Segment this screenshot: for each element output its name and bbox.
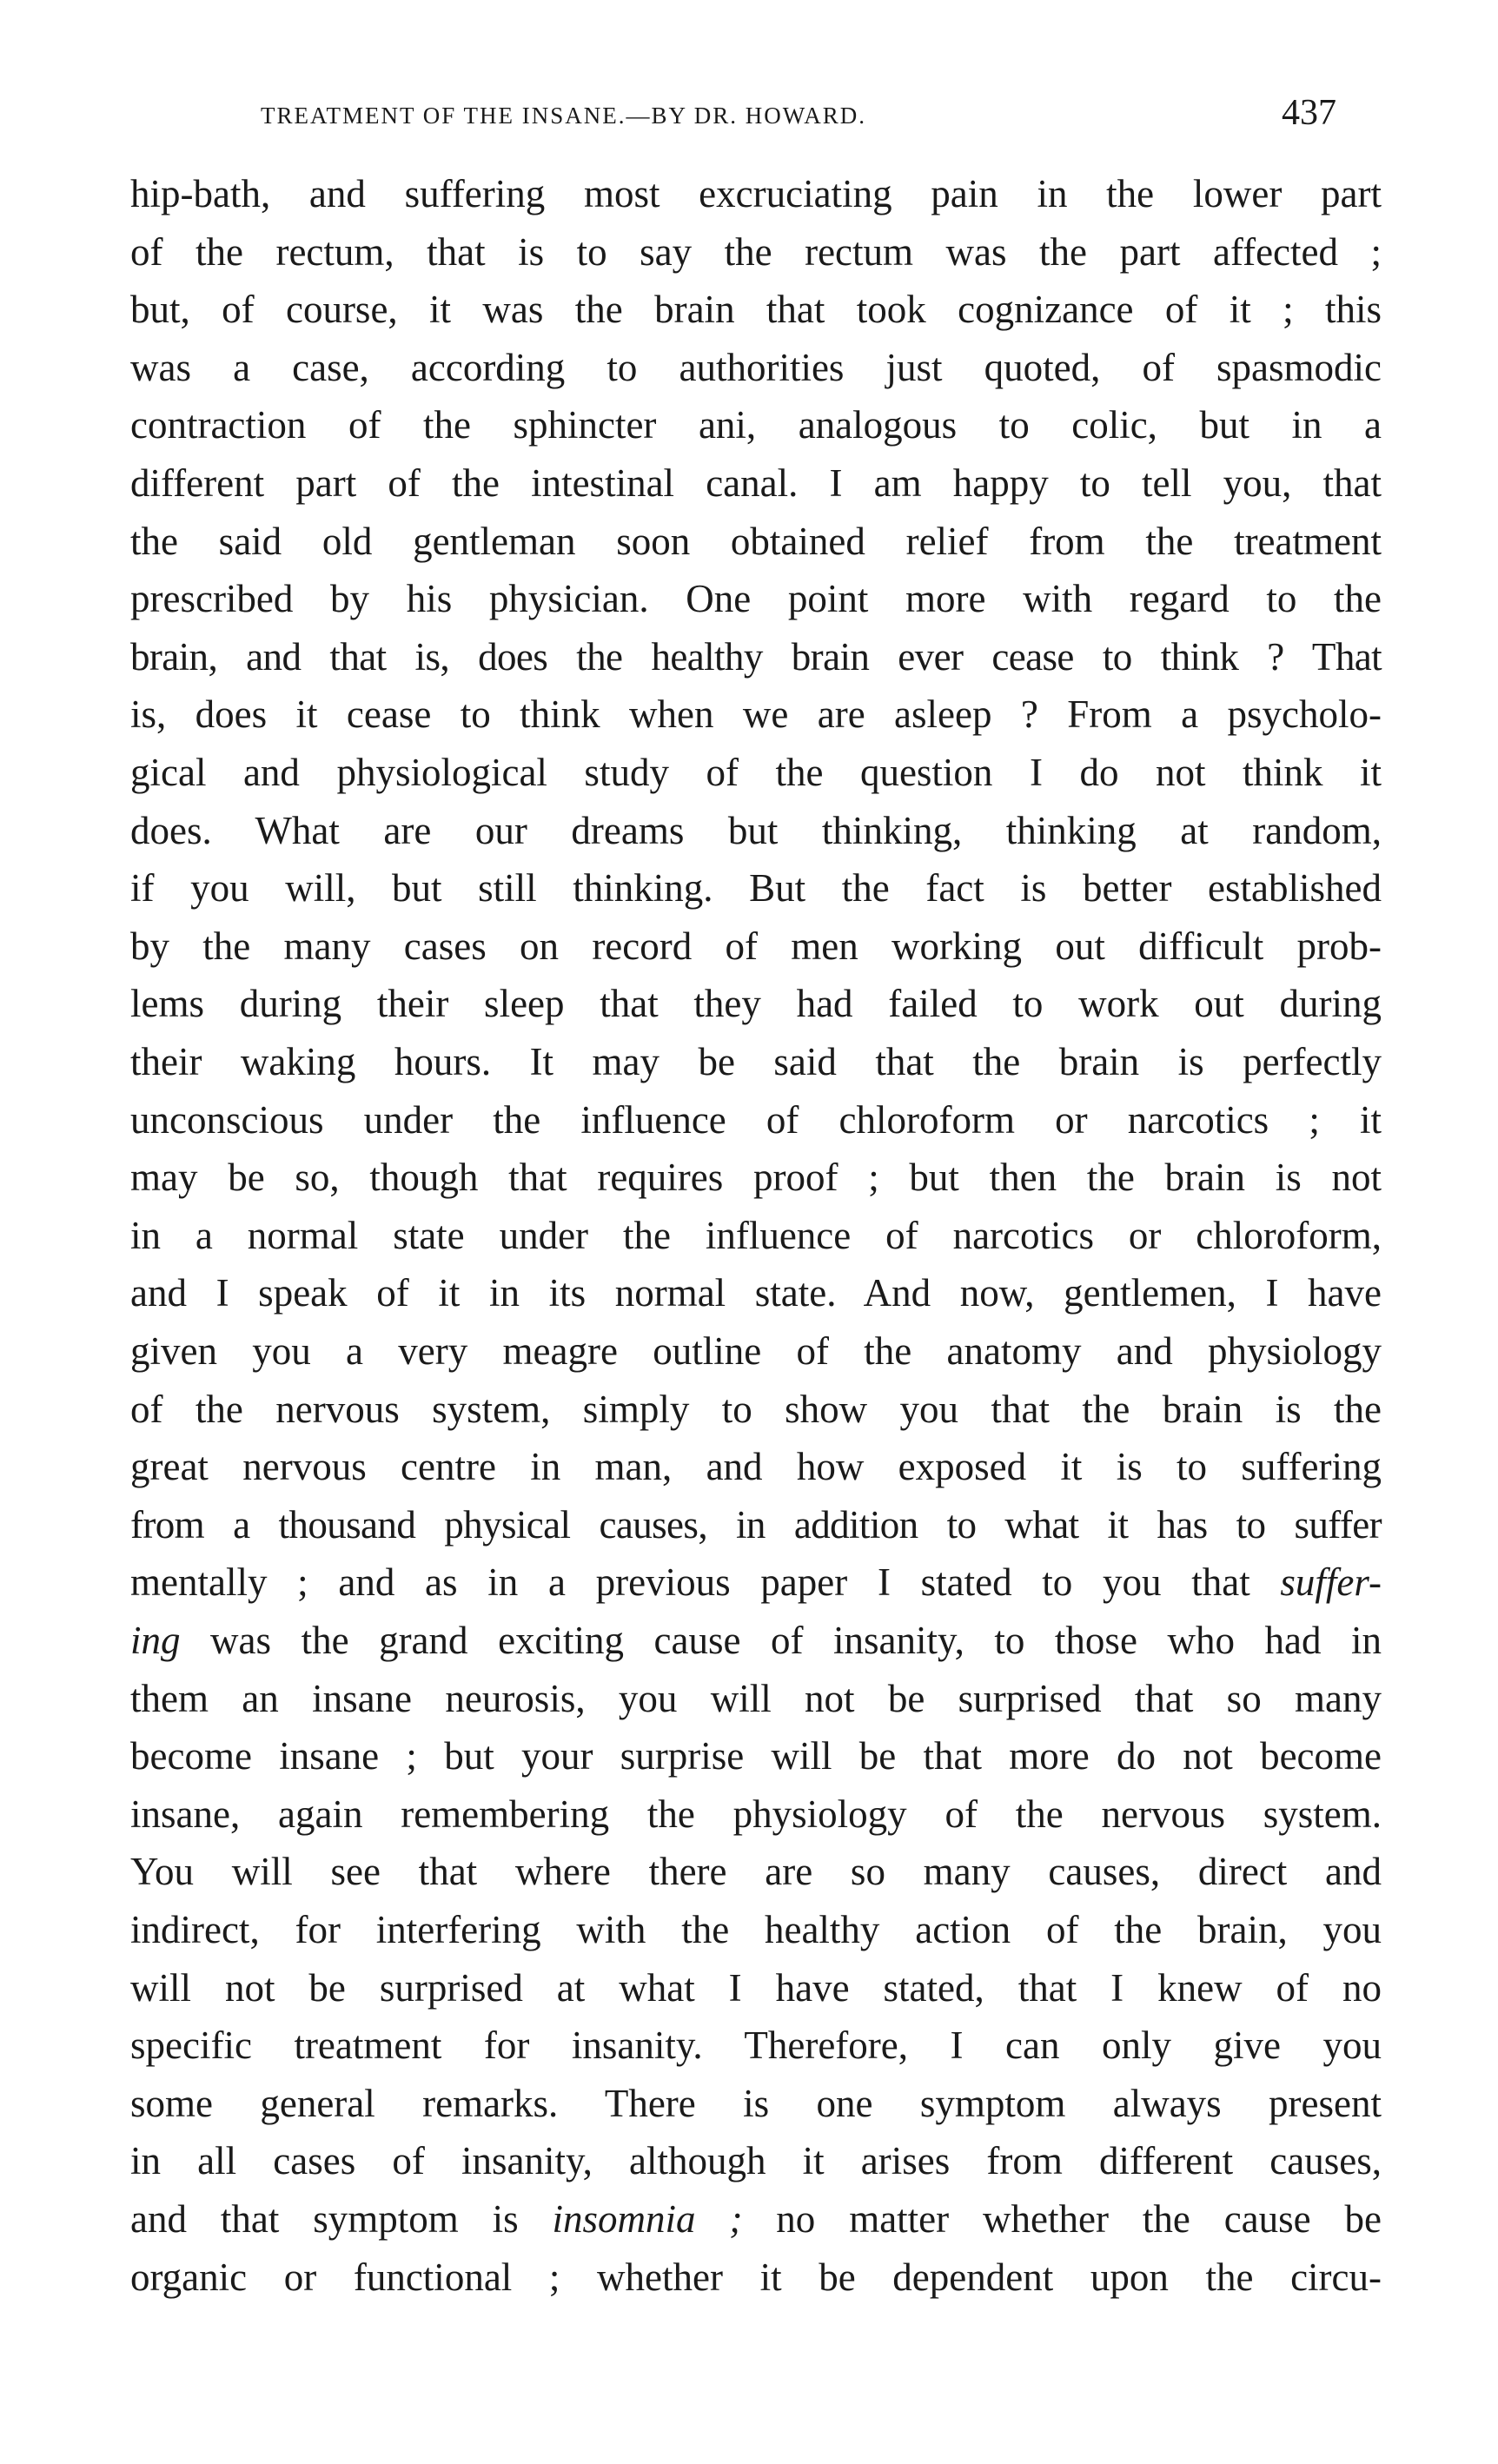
text-line (130, 1727, 1382, 1785)
text-line (130, 1033, 1382, 1090)
text-line (130, 165, 1382, 222)
page-number: 437 (1282, 93, 1336, 133)
line-text: organic or functional ; whether it be dependent upon the circu- (130, 2255, 1382, 2299)
line-text: if you will, but still thinking. But the fact is better established (130, 866, 1382, 911)
text-line (130, 1785, 1382, 1843)
text-line (130, 917, 1382, 975)
line-text: does. What are our dreams but thinking, thinking at random, (130, 808, 1382, 852)
line-text: become insane ; but your surprise will be that more do not become (130, 1734, 1382, 1778)
line-text: from a thousand physical causes, in addition to what it has to suffer (130, 1502, 1382, 1547)
text-line (130, 2190, 1382, 2248)
line-text: brain, and that is, does the healthy brain ever cease to think ? That (130, 634, 1382, 679)
line-text: lems during their sleep that they had failed to work out during (130, 982, 1382, 1026)
line-text: the said old gentleman soon obtained relief from the treatment (130, 519, 1382, 563)
line-text: different part of the intestinal canal. I am happy to tell you, that (130, 461, 1382, 505)
text-line (130, 1553, 1382, 1611)
text-line (130, 454, 1382, 512)
line-text: no matter whether the cause be (742, 2197, 1382, 2241)
text-line (130, 1381, 1382, 1438)
line-text: gical and physiological study of the question I do not think it (130, 751, 1382, 794)
text-line (130, 628, 1382, 686)
line-text: mentally ; and as in a previous paper I stated to you that (130, 1560, 1281, 1605)
text-line (130, 223, 1382, 281)
line-text: unconscious under the influence of chloroform or narcotics ; it (130, 1097, 1382, 1142)
line-text: their waking hours. It may be said that the brain is perfectly (130, 1040, 1382, 1083)
text-line (130, 744, 1382, 801)
line-text: specific treatment for insanity. Therefore, I can only give you (130, 2024, 1382, 2068)
line-text: is, does it cease to think when we are asleep ? From a psycholo- (130, 692, 1382, 737)
line-text: by the many cases on record of men working out difficult prob- (130, 924, 1382, 968)
line-text: in a normal state under the influence of narcotics or chloroform, (130, 1213, 1382, 1257)
line-text: was the grand exciting cause of insanity, to those who had in (180, 1619, 1382, 1662)
line-text: great nervous centre in man, and how exposed it is to suffering (130, 1445, 1382, 1489)
text-line (130, 2075, 1382, 2132)
line-text: hip-bath, and suffering most excruciating pain in the lower part (130, 172, 1382, 215)
text-line (130, 570, 1382, 627)
text-line (130, 513, 1382, 570)
text-line (130, 339, 1382, 396)
line-text: of the rectum, that is to say the rectum was the part affected ; (130, 229, 1382, 274)
text-line (130, 1091, 1382, 1149)
text-line (130, 1264, 1382, 1321)
italic-text: insomnia ; (552, 2197, 743, 2241)
line-text: given you a very meagre outline of the anatomy and physiology (130, 1329, 1382, 1373)
line-text: some general remarks. There is one symptom always present (130, 2081, 1382, 2125)
line-text: insane, again remembering the physiology of the nervous system. (130, 1792, 1382, 1836)
text-line (130, 1322, 1382, 1380)
line-text: them an insane neurosis, you will not be surprised that so many (130, 1676, 1382, 1720)
text-line (130, 686, 1382, 743)
text-line (130, 1438, 1382, 1495)
text-line (130, 1612, 1382, 1669)
text-line (130, 1959, 1382, 2017)
text-line (130, 802, 1382, 859)
text-line (130, 281, 1382, 338)
line-text: was a case, according to authorities just quoted, of spasmodic (130, 345, 1382, 389)
text-line (130, 1901, 1382, 1958)
line-text: in all cases of insanity, although it arises from different causes, (130, 2139, 1382, 2183)
text-line (130, 2249, 1382, 2306)
text-line (130, 1670, 1382, 1727)
text-line (130, 1843, 1382, 1900)
line-text: indirect, for interfering with the healthy action of the brain, you (130, 1908, 1382, 1951)
text-line (130, 2017, 1382, 2074)
text-line (130, 1207, 1382, 1264)
line-text: contraction of the sphincter ani, analogous to colic, but in a (130, 403, 1382, 447)
italic-text: ing (130, 1619, 181, 1662)
running-head: TREATMENT OF THE INSANE.—BY DR. HOWARD. (261, 103, 867, 129)
text-line (130, 859, 1382, 917)
line-text: You will see that where there are so many causes, direct and (130, 1850, 1382, 1894)
text-line (130, 1496, 1382, 1553)
text-line (130, 975, 1382, 1032)
text-line (130, 1149, 1382, 1206)
line-text: of the nervous system, simply to show you that the brain is the (130, 1387, 1382, 1431)
line-text: and that symptom is (130, 2197, 553, 2241)
line-text: but, of course, it was the brain that took cognizance of it ; this (130, 288, 1382, 332)
line-text: prescribed by his physician. One point more with regard to the (130, 577, 1382, 621)
line-text: may be so, though that requires proof ; but then the brain is not (130, 1156, 1382, 1200)
text-line (130, 2132, 1382, 2189)
italic-text: suffer- (1280, 1560, 1382, 1605)
line-text: and I speak of it in its normal state. And now, gentlemen, I have (130, 1271, 1382, 1315)
text-line (130, 396, 1382, 454)
line-text: will not be surprised at what I have stated, that I knew of no (130, 1965, 1382, 2010)
